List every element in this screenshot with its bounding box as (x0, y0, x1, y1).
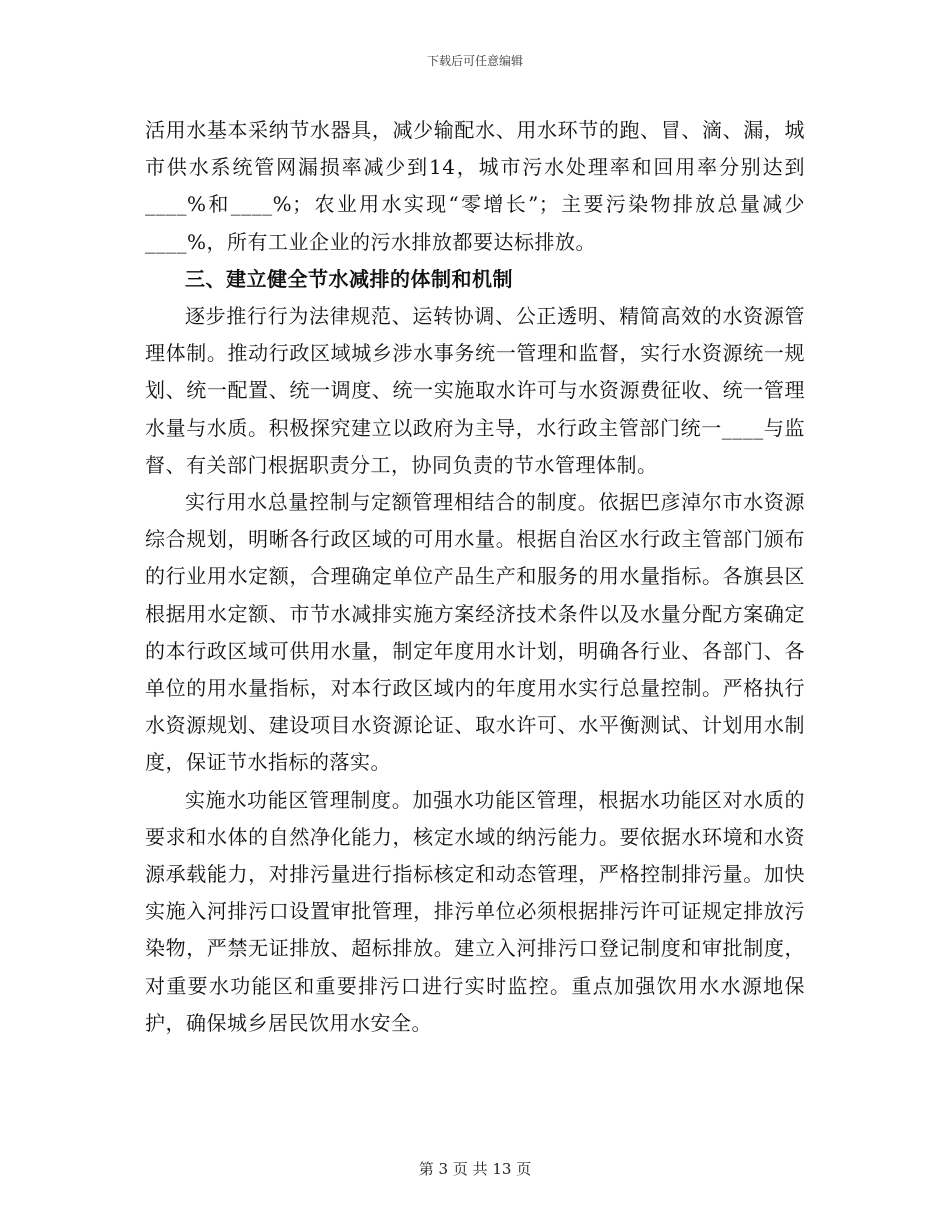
body-paragraph-1: 逐步推行行为法律规范、运转协调、公正透明、精简高效的水资源管理体制。推动行政区域城乡涉水事务统一管理和监督，实行水资源统一规划、统一配置、统一调度、统一实施取水许可与水资源费征收、统一管理水量与水质。积极探究建立以政府为主导，水行政主管部门统一____与监督、有关部门根据职责分工，协同负责的节水管理体制。 (145, 304, 805, 477)
body-paragraph-3: 实施水功能区管理制度。加强水功能区管理，根据水功能区对水质的要求和水体的自然净化能力，核定水域的纳污能力。要依据水环境和水资源承载能力，对排污量进行指标核定和动态管理，严格控制排污量。加快实施入河排污口设置审批管理，排污单位必须根据排污许可证规定排放污染物，严禁无证排放、超标排放。建立入河排污口登记制度和审批制度，对重要水功能区和重要排污口进行实时监控。重点加强饮用水水源地保护，确保城乡居民饮用水安全。 (145, 787, 805, 1035)
body-paragraph-2: 实行用水总量控制与定额管理相结合的制度。依据巴彦淖尔市水资源综合规划，明晰各行政区域的可用水量。根据自治区水行政主管部门颁布的行业用水定额，合理确定单位产品生产和服务的用水量指标。各旗县区根据用水定额、市节水减排实施方案经济技术条件以及水量分配方案确定的本行政区域可供用水量，制定年度用水计划，明确各行业、各部门、各单位的用水量指标，对本行政区域内的年度用水实行总量控制。严格执行水资源规划、建设项目水资源论证、取水许可、水平衡测试、计划用水制度，保证节水指标的落实。 (145, 490, 805, 775)
header-note: 下载后可任意编辑 (426, 54, 523, 68)
continuation-paragraph: 活用水基本采纳节水器具，减少输配水、用水环节的跑、冒、滴、漏，城市供水系统管网漏损率减少到14，城市污水处理率和回用率分别达到____%和____%；农业用水实现“零增长”；主要污染物排放总量减少____%，所有工业企业的污水排放都要达标排放。 (145, 118, 805, 254)
section-heading: 三、建立健全节水减排的体制和机制 (185, 266, 513, 291)
page-number: 第 3 页 共 13 页 (418, 1160, 532, 1178)
document-body (145, 112, 805, 1042)
